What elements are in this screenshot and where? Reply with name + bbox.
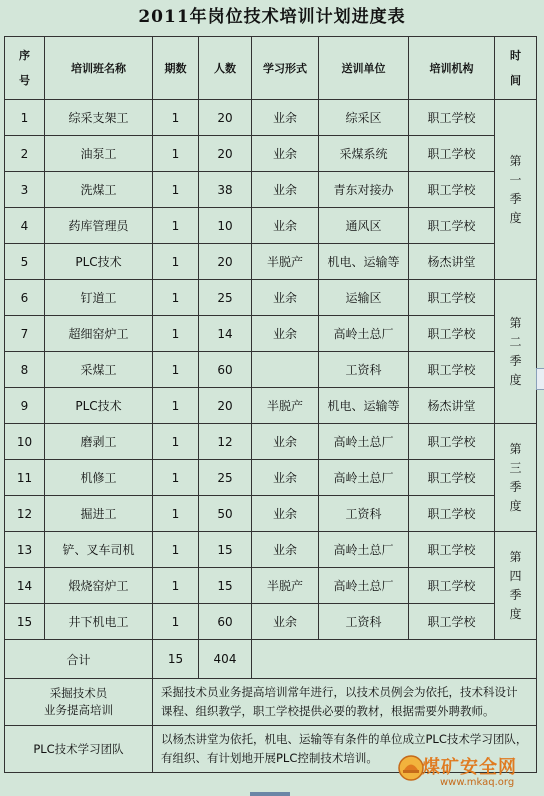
table-row [5,172,537,208]
cell-sessions: 1 [153,352,199,388]
cell-course: 钉道工 [45,280,153,316]
cell-sessions: 1 [153,604,199,640]
cell-people: 20 [199,100,252,136]
cell-seq: 10 [5,424,45,460]
cell-course: PLC技术 [45,388,153,424]
cell-sessions: 1 [153,568,199,604]
quarter-char: 第 [509,315,522,330]
cell-unit: 高岭土总厂 [319,424,409,460]
table-row [5,244,537,280]
cell-people: 50 [199,496,252,532]
cell-unit: 运输区 [319,280,409,316]
cell-mode: 业余 [252,496,319,532]
quarter-char: 度 [509,498,522,513]
table-row [5,100,537,136]
cell-unit: 工资科 [319,352,409,388]
quarter-cell [495,100,537,280]
cell-mode: 业余 [252,460,319,496]
cell-mode: 业余 [252,100,319,136]
cell-unit: 高岭土总厂 [319,568,409,604]
note-label-2: PLC技术学习团队 [5,726,153,773]
cell-mode: 业余 [252,208,319,244]
cell-seq: 9 [5,388,45,424]
quarter-char: 三 [509,460,522,475]
cell-mode: 半脱产 [252,388,319,424]
header-sessions: 期数 [153,37,199,100]
cell-org: 职工学校 [409,316,495,352]
cell-org: 职工学校 [409,280,495,316]
cell-sessions: 1 [153,208,199,244]
cell-sessions: 1 [153,244,199,280]
cell-people: 12 [199,424,252,460]
cell-mode: 业余 [252,532,319,568]
cell-course: 采煤工 [45,352,153,388]
cell-org: 职工学校 [409,604,495,640]
cell-seq: 11 [5,460,45,496]
cell-org: 职工学校 [409,352,495,388]
cell-seq: 5 [5,244,45,280]
cell-sessions: 1 [153,316,199,352]
cell-seq: 8 [5,352,45,388]
cell-people: 25 [199,460,252,496]
cell-seq: 12 [5,496,45,532]
cell-people: 25 [199,280,252,316]
cell-seq: 13 [5,532,45,568]
table-row [5,316,537,352]
cell-people: 38 [199,172,252,208]
cell-unit: 高岭土总厂 [319,316,409,352]
table-row [5,568,537,604]
cell-mode: 业余 [252,280,319,316]
note-text-2: 以杨杰讲堂为依托，机电、运输等有条件的单位成立PLC技术学习团队，有组织、有计划地开展PLC控制技术培训。 [153,726,537,773]
table-row [5,388,537,424]
header-org: 培训机构 [409,37,495,100]
header-row [5,37,537,100]
quarter-char: 度 [509,606,522,621]
cell-unit: 通风区 [319,208,409,244]
quarter-cell [495,280,537,424]
cell-unit: 机电、运输等 [319,388,409,424]
cell-mode: 半脱产 [252,244,319,280]
side-scroll-tab[interactable] [536,368,544,390]
total-people: 404 [199,640,252,679]
quarter-char: 度 [509,372,522,387]
total-label: 合计 [5,640,153,679]
cell-people: 20 [199,136,252,172]
quarter-char: 季 [509,587,522,602]
cell-mode: 业余 [252,604,319,640]
table-row [5,136,537,172]
cell-unit: 青东对接办 [319,172,409,208]
quarter-char: 四 [509,568,522,583]
cell-people: 20 [199,244,252,280]
quarter-char: 度 [509,210,522,225]
cell-mode: 业余 [252,424,319,460]
cell-org: 职工学校 [409,496,495,532]
header-mode: 学习形式 [252,37,319,100]
cell-seq: 3 [5,172,45,208]
quarter-char: 季 [509,479,522,494]
cell-unit: 采煤系统 [319,136,409,172]
quarter-cell [495,424,537,532]
helmet-icon [398,755,424,781]
header-course: 培训班名称 [45,37,153,100]
cell-unit: 高岭土总厂 [319,460,409,496]
cell-sessions: 1 [153,424,199,460]
quarter-char: 二 [509,334,522,349]
cell-org: 职工学校 [409,532,495,568]
table-row [5,424,537,460]
cell-org: 杨杰讲堂 [409,388,495,424]
watermark-url: www.mkaq.org [440,777,515,788]
header-unit: 送训单位 [319,37,409,100]
cell-people: 60 [199,352,252,388]
total-sessions: 15 [153,640,199,679]
cell-unit: 综采区 [319,100,409,136]
watermark-logo [398,753,542,793]
header-people: 人数 [199,37,252,100]
cell-org: 职工学校 [409,208,495,244]
cell-org: 职工学校 [409,424,495,460]
cell-course: 铲、叉车司机 [45,532,153,568]
cell-people: 10 [199,208,252,244]
cell-unit: 工资科 [319,604,409,640]
cell-course: 煅烧窑炉工 [45,568,153,604]
cell-sessions: 1 [153,136,199,172]
cell-seq: 1 [5,100,45,136]
cell-sessions: 1 [153,532,199,568]
quarter-char: 第 [509,153,522,168]
cell-seq: 15 [5,604,45,640]
cell-mode: 业余 [252,316,319,352]
total-row [5,640,537,679]
cell-unit: 机电、运输等 [319,244,409,280]
note-row-1 [5,679,537,726]
quarter-char: 第 [509,441,522,456]
cell-org: 职工学校 [409,136,495,172]
cell-org: 职工学校 [409,172,495,208]
table-row [5,208,537,244]
cell-sessions: 1 [153,280,199,316]
cell-mode: 业余 [252,172,319,208]
cell-org: 职工学校 [409,100,495,136]
cell-seq: 4 [5,208,45,244]
cell-org: 职工学校 [409,460,495,496]
cell-course: PLC技术 [45,244,153,280]
cell-seq: 6 [5,280,45,316]
quarter-char: 第 [509,549,522,564]
cell-people: 15 [199,568,252,604]
cell-org: 杨杰讲堂 [409,244,495,280]
cell-people: 20 [199,388,252,424]
cell-people: 15 [199,532,252,568]
page-title: 2011年岗位技术培训计划进度表 [138,7,406,27]
header-time: 时 间 [495,37,537,100]
cell-org: 职工学校 [409,568,495,604]
quarter-char: 季 [509,191,522,206]
cell-mode: 业余 [252,136,319,172]
table-row [5,352,537,388]
cell-mode: 半脱产 [252,568,319,604]
cell-seq: 14 [5,568,45,604]
cell-course: 机修工 [45,460,153,496]
table-row [5,496,537,532]
watermark-text: 煤矿安全网 [422,757,517,778]
cell-course: 油泵工 [45,136,153,172]
quarter-char: 季 [509,353,522,368]
training-schedule-table [4,36,537,773]
cell-people: 60 [199,604,252,640]
cell-sessions: 1 [153,100,199,136]
cell-course: 超细窑炉工 [45,316,153,352]
quarter-char: 一 [509,172,522,187]
cell-seq: 2 [5,136,45,172]
bottom-scroll-handle[interactable] [250,792,290,796]
table-row [5,532,537,568]
cell-sessions: 1 [153,388,199,424]
total-empty [252,640,537,679]
table-row [5,460,537,496]
cell-sessions: 1 [153,460,199,496]
table-row [5,604,537,640]
header-seq: 序 号 [5,37,45,100]
cell-course: 磨剥工 [45,424,153,460]
cell-course: 井下机电工 [45,604,153,640]
note-label-1: 采掘技术员 业务提高培训 [5,679,153,726]
cell-course: 综采支架工 [45,100,153,136]
table-row [5,280,537,316]
cell-sessions: 1 [153,172,199,208]
cell-people: 14 [199,316,252,352]
quarter-cell [495,532,537,640]
cell-course: 洗煤工 [45,172,153,208]
cell-unit: 工资科 [319,496,409,532]
cell-seq: 7 [5,316,45,352]
cell-mode [252,352,319,388]
cell-course: 药库管理员 [45,208,153,244]
cell-course: 掘进工 [45,496,153,532]
note-text-1: 采掘技术员业务提高培训常年进行，以技术员例会为依托，技术科设计课程、组织教学，职工学校提供必要的教材，根据需要外聘教师。 [153,679,537,726]
cell-unit: 高岭土总厂 [319,532,409,568]
cell-sessions: 1 [153,496,199,532]
